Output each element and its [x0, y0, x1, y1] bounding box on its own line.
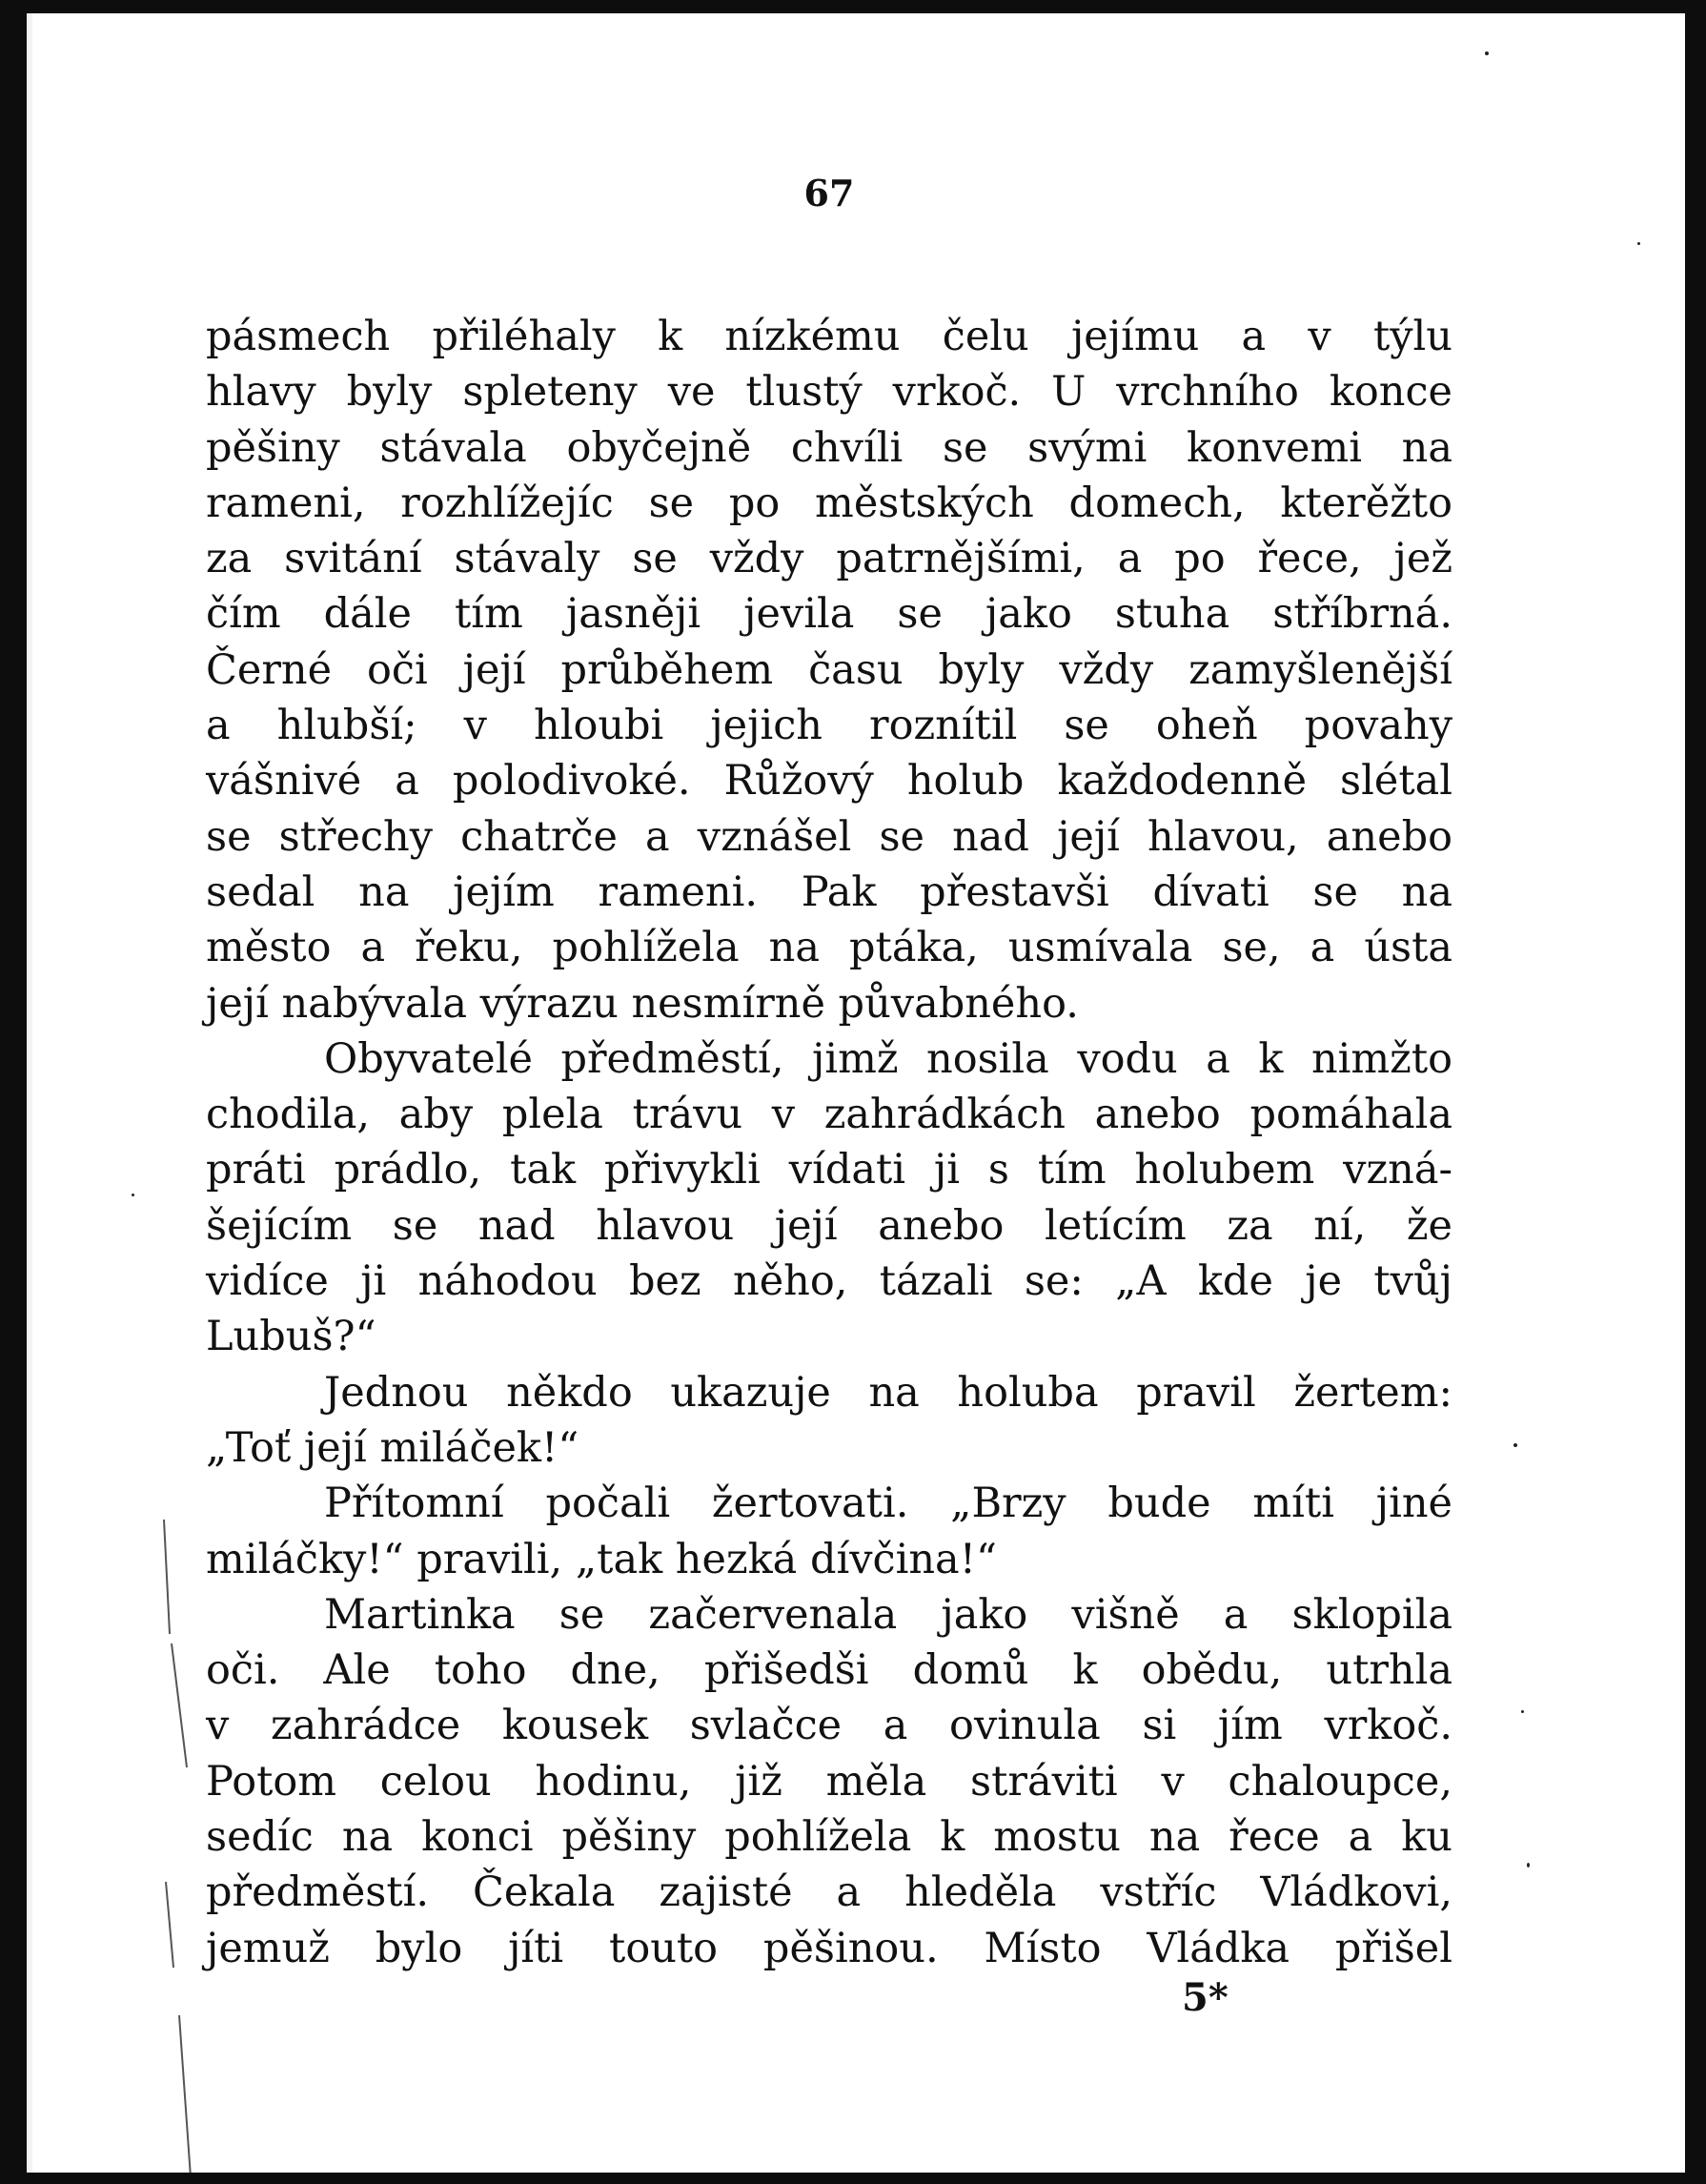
text-line: Černé oči její průběhem času byly vždy zamyšlenější	[206, 645, 1452, 694]
text-line: její nabývala výrazu nesmírně půvabného.	[206, 979, 1079, 1028]
text-line: Martinka se začervenala jako višně a sklopila	[324, 1590, 1452, 1639]
dust-speck	[1637, 242, 1640, 245]
text-line: hlavy byly spleteny ve tlustý vrkoč. U vrchního konce	[206, 368, 1452, 417]
text-line: rameni, rozhlížejíc se po městských domech, kterěžto	[206, 479, 1452, 527]
body-text	[206, 309, 1452, 1976]
text-line: město a řeku, pohlížela na ptáka, usmívala se, a ústa	[206, 924, 1452, 972]
text-line: a hlubší; v hloubi jejich roznítil se oheň povahy	[206, 702, 1452, 750]
dust-speck	[1521, 1710, 1524, 1713]
dust-speck	[1485, 51, 1489, 55]
text-line: v zahrádce kousek svlačce a ovinula si jím vrkoč.	[206, 1702, 1452, 1750]
text-line: miláčky!“ pravili, „tak hezká dívčina!“	[206, 1535, 997, 1583]
text-line: za svitání stávaly se vždy patrnějšími, a po řece, jež	[206, 535, 1452, 583]
text-line: práti prádlo, tak přivykli vídati ji s tím holubem vzná-	[206, 1146, 1452, 1194]
text-line: chodila, aby plela trávu v zahrádkách anebo pomáhala	[206, 1091, 1452, 1139]
text-line: čím dále tím jasněji jevila se jako stuha stříbrná.	[206, 590, 1452, 639]
text-line: předměstí. Čekala zajisté a hleděla vstříc Vládkovi,	[206, 1868, 1452, 1917]
text-line: Jednou někdo ukazuje na holuba pravil žertem:	[324, 1368, 1452, 1417]
text-line: sedíc na konci pěšiny pohlížela k mostu na řece a ku	[206, 1813, 1452, 1862]
text-line: pěšiny stávala obyčejně chvíli se svými konvemi na	[206, 423, 1452, 472]
text-line: vidíce ji náhodou bez něho, tázali se: „A kde je tvůj	[206, 1257, 1452, 1306]
text-line: jemuž bylo jíti touto pěšinou. Místo Vládka přišel	[206, 1924, 1452, 1972]
dust-speck	[1513, 1443, 1517, 1447]
text-line: Přítomní počali žertovati. „Brzy bude míti jiné	[324, 1480, 1452, 1528]
text-line: „Toť její miláček!“	[206, 1423, 579, 1472]
text-line: sedal na jejím rameni. Pak přestavši dívati se na	[206, 867, 1452, 916]
text-line: pásmech přiléhaly k nízkému čelu jejímu a v týlu	[206, 313, 1452, 360]
text-line: se střechy chatrče a vznášel se nad její hlavou, anebo	[206, 812, 1452, 861]
text-line: Lubuš?“	[206, 1313, 376, 1361]
printer-signature-mark: 5*	[1182, 1975, 1229, 2020]
text-line: Obyvatelé předměstí, jimž nosila vodu a k nimžto	[324, 1034, 1452, 1083]
text-line: Potom celou hodinu, již měla stráviti v chaloupce,	[206, 1757, 1452, 1806]
dust-speck	[132, 1194, 134, 1196]
page-number: 67	[803, 172, 855, 214]
text-line: oči. Ale toho dne, přišedši domů k obědu, utrhla	[206, 1646, 1452, 1695]
text-line: šejícím se nad hlavou její anebo letícím za ní, že	[206, 1201, 1452, 1250]
dust-speck	[1527, 1863, 1530, 1868]
text-line: vášnivé a polodivoké. Růžový holub každodenně slétal	[206, 757, 1452, 806]
binding-edge-marks	[160, 1520, 198, 2177]
